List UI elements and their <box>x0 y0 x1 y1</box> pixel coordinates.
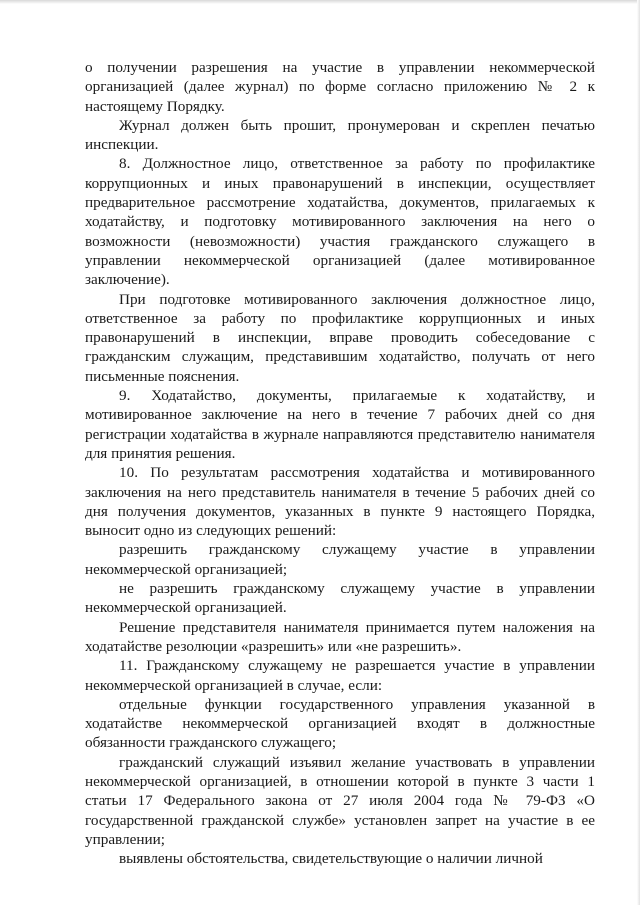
paragraph-condition-functions: отдельные функции государственного управления указанной в ходатайстве некоммерческой организацией входят в должностные обязанности гражданского служащего; <box>85 695 595 752</box>
paragraph-journal-binding: Журнал должен быть прошит, пронумерован и скреплен печатью инспекции. <box>85 116 595 154</box>
document-page <box>85 58 595 868</box>
paragraph-interview: При подготовке мотивированного заключения должностное лицо, ответственное за работу по профилактике коррупционных и иных правонарушений в инспекции, вправе проводить собеседование с гражданским служащим, представившим ходатайство, получать от него письменные пояснения. <box>85 290 595 385</box>
scan-edge-top <box>0 0 640 4</box>
paragraph-condition-circumstances: выявлены обстоятельства, свидетельствующие о наличии личной <box>119 850 543 868</box>
paragraph-item-10: 10. По результатам рассмотрения ходатайства и мотивированного заключения на него представитель нанимателя в течение 5 рабочих дней со дня получения документов, указанных в пункте 9 настоящего Порядка, выносит одно из следующих решений: <box>85 464 595 540</box>
paragraph-item-8: 8. Должностное лицо, ответственное за работу по профилактике коррупционных и иных правонарушений в инспекции, осуществляет предварительное рассмотрение ходатайства, документов, прилагаемых к ходатайству, и подготовку мотивированного заключения на него о возможности (невозможности) участия гражданского служащего в управлении некоммерческой организацией (далее мотивированное заключение). <box>85 155 595 289</box>
paragraph-journal-form: о получении разрешения на участие в управлении некоммерческой организацией (далее журнал) по форме согласно приложению № 2 к настоящему Порядку. <box>85 59 595 115</box>
paragraph-decision-allow: разрешить гражданскому служащему участие в управлении некоммерческой организацией; <box>85 541 595 578</box>
paragraph-decision-deny: не разрешить гражданскому служащему участие в управлении некоммерческой организацией. <box>85 580 595 617</box>
paragraph-item-11: 11. Гражданскому служащему не разрешается участие в управлении некоммерческой организацией в случае, если: <box>85 657 595 694</box>
paragraph-resolution: Решение представителя нанимателя принимается путем наложения на ходатайстве резолюции «разрешить» или «не разрешить». <box>85 618 595 655</box>
paragraph-item-9: 9. Ходатайство, документы, прилагаемые к ходатайству, и мотивированное заключение на него в течение 7 рабочих дней со дня регистрации ходатайства в журнале направляются представителю нанимателя для принятия решения. <box>85 387 595 462</box>
paragraph-condition-prohibition: гражданский служащий изъявил желание участвовать в управлении некоммерческой организацией, в отношении которой в пункте 3 части 1 статьи 17 Федерального закона от 27 июля 2004 года № 79-ФЗ «О государственной гражданской службе» установлен запрет на участие в ее управлении; <box>85 753 595 848</box>
